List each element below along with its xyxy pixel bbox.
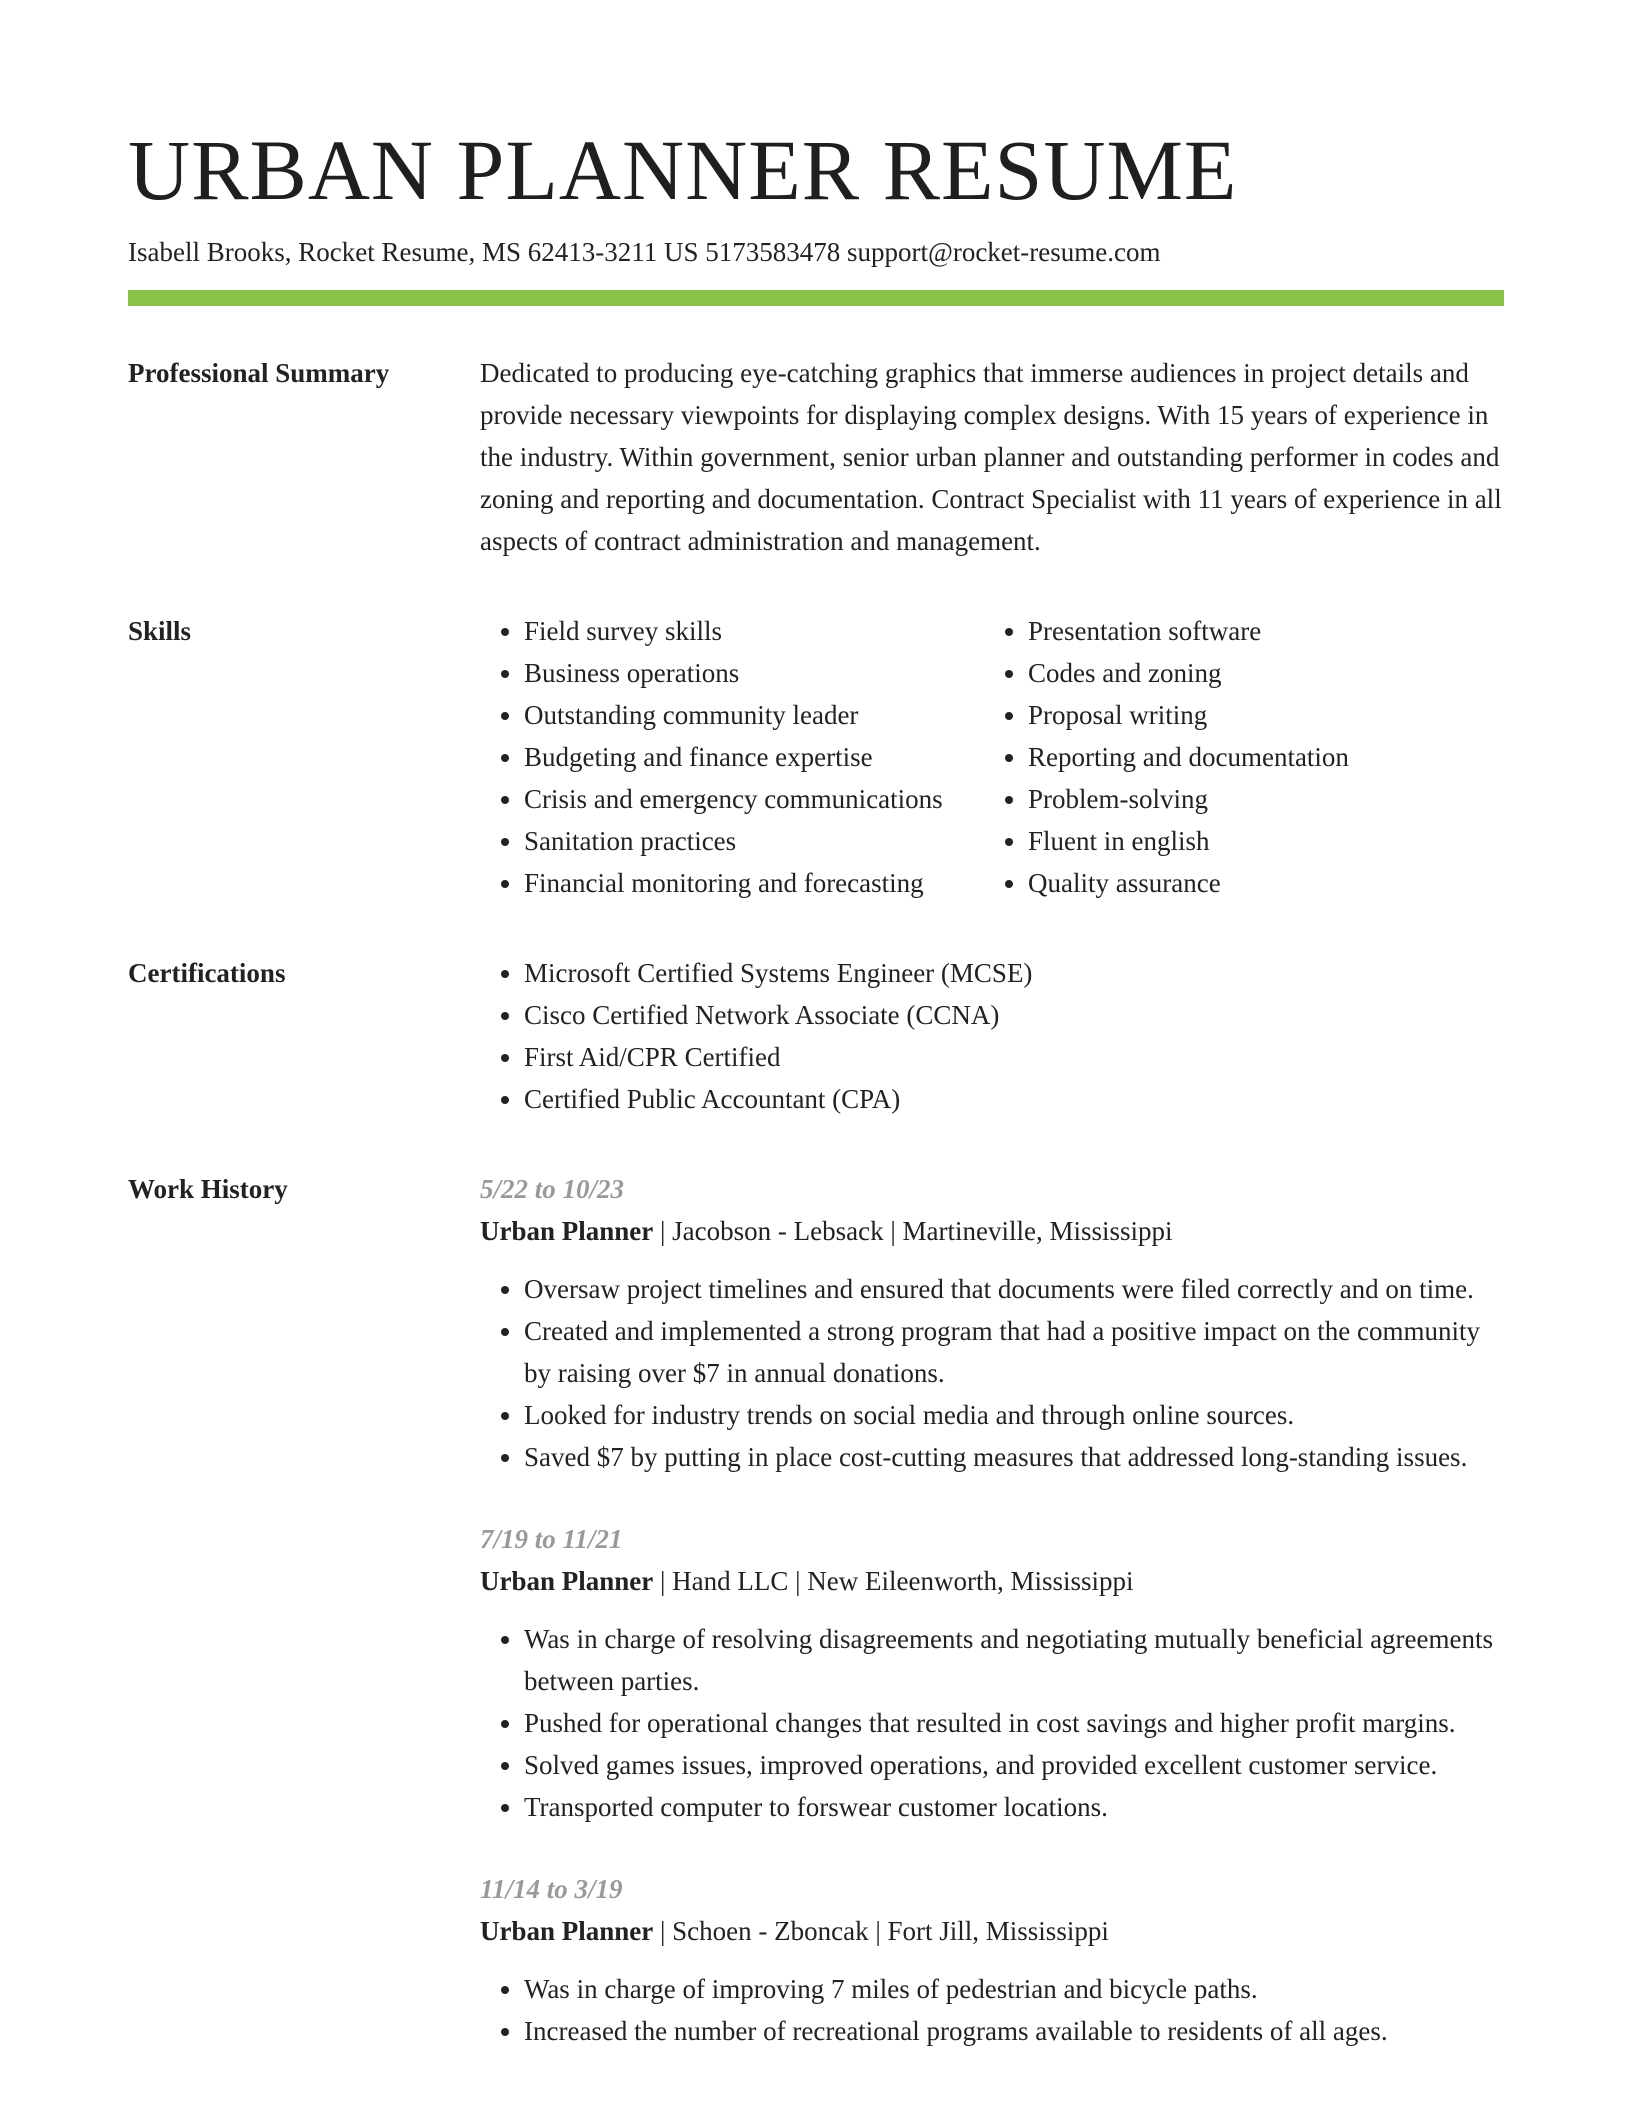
list-item: • Reporting and documentation [1028, 736, 1349, 778]
list-item: • Certified Public Accountant (CPA) [524, 1078, 1504, 1120]
job-title: Urban Planner [480, 1566, 654, 1596]
certifications-label: Certifications [128, 958, 286, 988]
job-dates: 11/14 to 3/19 [480, 1874, 623, 1904]
list-item: • Saved $7 by putting in place cost-cutting measures that addressed long-standing issues. [524, 1436, 1504, 1478]
list-item: • Cisco Certified Network Associate (CCNA) [524, 994, 1504, 1036]
list-item: • Solved games issues, improved operations, and provided excellent customer service. [524, 1744, 1504, 1786]
summary-section [128, 352, 1504, 562]
list-item: • Outstanding community leader [524, 694, 984, 736]
accent-divider [128, 290, 1504, 306]
job-dates: 5/22 to 10/23 [480, 1174, 625, 1204]
job-title: Urban Planner [480, 1216, 654, 1246]
job-entry [480, 1518, 1504, 1828]
list-item: • Sanitation practices [524, 820, 984, 862]
list-item: • Pushed for operational changes that resulted in cost savings and higher profit margins. [524, 1702, 1504, 1744]
resume-title: URBAN PLANNER RESUME [128, 122, 1238, 218]
resume-page [128, 120, 1504, 2052]
list-item: • Field survey skills [524, 610, 984, 652]
list-item: • Quality assurance [1028, 862, 1349, 904]
list-item: • Microsoft Certified Systems Engineer (MCSE) [524, 952, 1504, 994]
list-item: • Oversaw project timelines and ensured that documents were filed correctly and on time. [524, 1268, 1504, 1310]
skills-list-right [984, 610, 1349, 904]
job-bullets [480, 1268, 1504, 1478]
list-item: • Presentation software [1028, 610, 1349, 652]
contact-line: Isabell Brooks, Rocket Resume, MS 62413-3211 US 5173583478 support@rocket-resume.com [128, 237, 1161, 267]
job-details: | Schoen - Zboncak | Fort Jill, Mississippi [653, 1916, 1109, 1946]
work-history-section [128, 1168, 1504, 2052]
certifications-list [480, 952, 1504, 1120]
list-item: • Was in charge of improving 7 miles of pedestrian and bicycle paths. [524, 1968, 1504, 2010]
list-item: • Increased the number of recreational programs available to residents of all ages. [524, 2010, 1504, 2052]
job-heading [480, 1560, 1504, 1602]
list-item: • First Aid/CPR Certified [524, 1036, 1504, 1078]
list-item: • Was in charge of resolving disagreements and negotiating mutually beneficial agreements between parties. [524, 1618, 1504, 1702]
list-item: • Codes and zoning [1028, 652, 1349, 694]
list-item: • Looked for industry trends on social media and through online sources. [524, 1394, 1504, 1436]
list-item: • Fluent in english [1028, 820, 1349, 862]
job-details: | Hand LLC | New Eileenworth, Mississippi [653, 1566, 1134, 1596]
skills-list-left [480, 610, 984, 904]
list-item: • Crisis and emergency communications [524, 778, 984, 820]
job-bullets [480, 1968, 1504, 2052]
job-title: Urban Planner [480, 1916, 654, 1946]
list-item: • Created and implemented a strong program that had a positive impact on the community by raising over $7 in annual donations. [524, 1310, 1504, 1394]
job-dates: 7/19 to 11/21 [480, 1524, 623, 1554]
job-details: | Jacobson - Lebsack | Martineville, Mississippi [653, 1216, 1173, 1246]
summary-label: Professional Summary [128, 358, 390, 388]
job-entry [480, 1168, 1504, 1478]
list-item: • Budgeting and finance expertise [524, 736, 984, 778]
job-bullets [480, 1618, 1504, 1828]
job-entry [480, 1868, 1504, 2052]
list-item: • Business operations [524, 652, 984, 694]
job-heading [480, 1210, 1504, 1252]
summary-text: Dedicated to producing eye-catching graphics that immerse audiences in project details and provide necessary viewpoints for displaying complex designs. With 15 years of experience in the industry. Within government, senior urban planner and outstanding performer in codes and zoning and reporting and documentation. Contract Specialist with 11 years of experience in all aspects of contract administration and management. [480, 358, 1502, 556]
list-item: • Financial monitoring and forecasting [524, 862, 984, 904]
job-heading [480, 1910, 1504, 1952]
certifications-section [128, 952, 1504, 1120]
work-history-label: Work History [128, 1174, 288, 1204]
list-item: • Problem-solving [1028, 778, 1349, 820]
skills-section [128, 610, 1504, 904]
skills-label: Skills [128, 616, 192, 646]
list-item: • Transported computer to forswear customer locations. [524, 1786, 1504, 1828]
list-item: • Proposal writing [1028, 694, 1349, 736]
